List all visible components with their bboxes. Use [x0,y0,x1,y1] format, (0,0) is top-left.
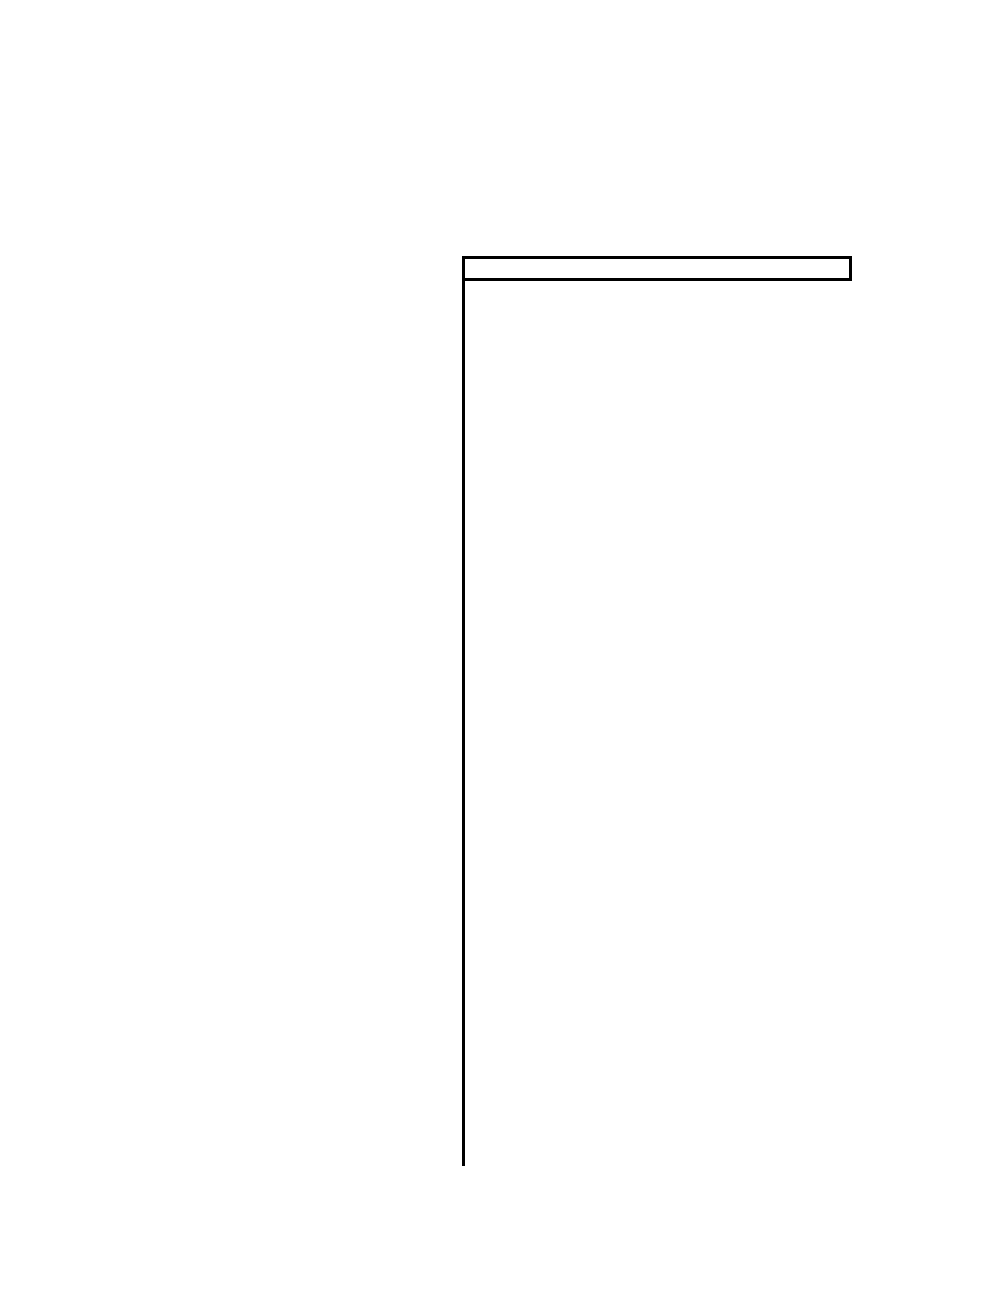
header-right-border [849,256,852,281]
table-left-border [462,256,465,1166]
month-header-row [465,259,849,278]
header-bottom-border [462,278,852,281]
